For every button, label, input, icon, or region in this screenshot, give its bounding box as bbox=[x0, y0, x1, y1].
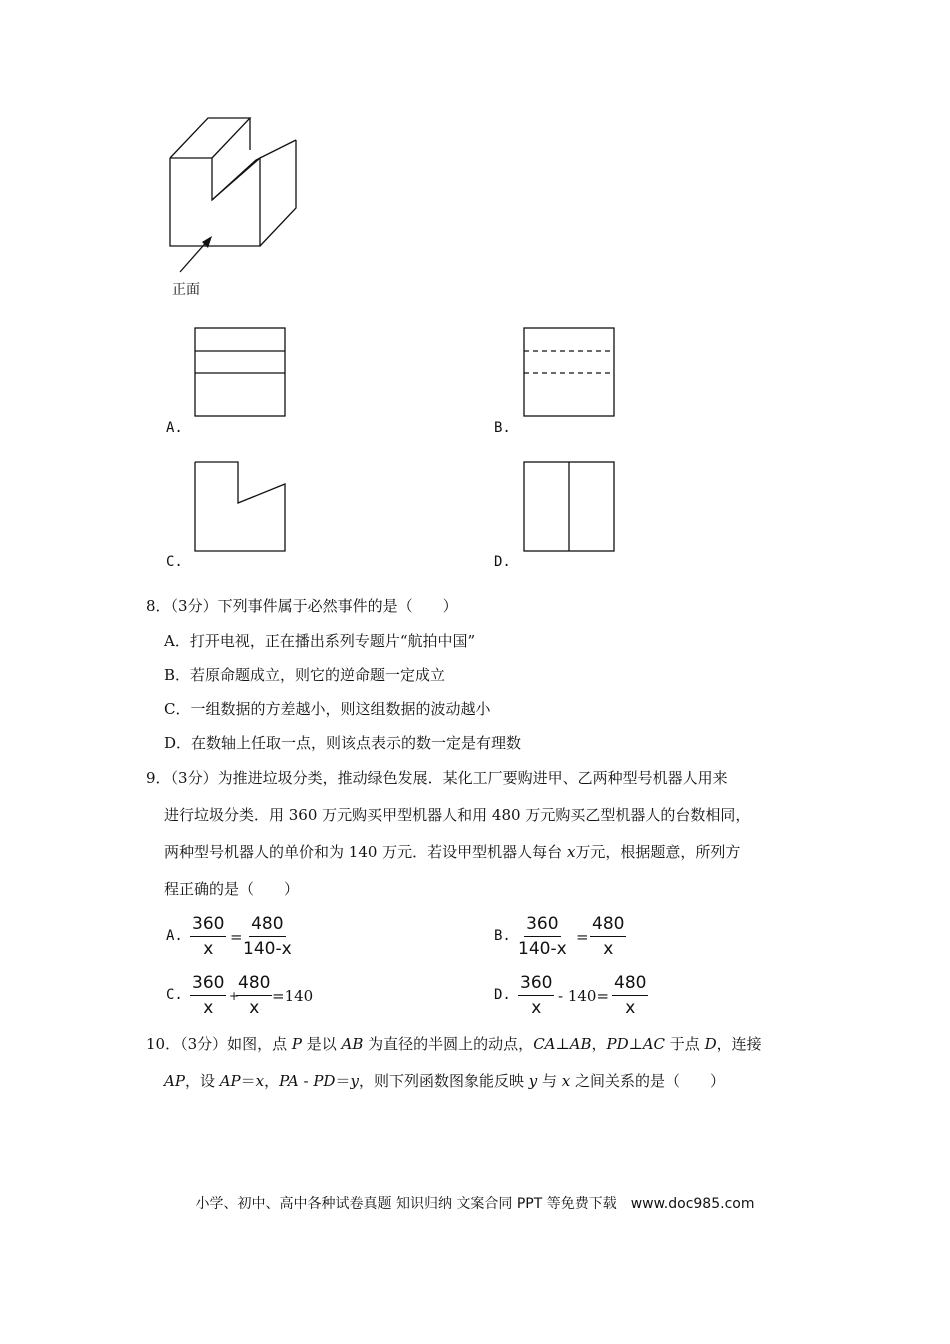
q9-line-3 bbox=[164, 842, 740, 862]
q9-b-operator: = bbox=[576, 928, 589, 946]
q9-line-3-a: 两种型号机器人的单价和为 140 万元．若设甲型机器人每台 bbox=[164, 843, 567, 861]
q9-line-4: 程正确的是（ ） bbox=[164, 880, 300, 898]
q8-stem: 8．（3分）下列事件属于必然事件的是（ ） bbox=[146, 597, 458, 615]
q9-line-2: 进行垃圾分类．用 360 万元购买甲型机器人和用 480 万元购买乙型机器人的台数相同， bbox=[164, 806, 751, 824]
q9-option-d-label: D. bbox=[494, 987, 511, 1003]
option-a-label: A. bbox=[166, 420, 183, 436]
q9-d-fraction-1: $\frac{360}{x}$ bbox=[520, 973, 553, 1018]
option-d-label: D. bbox=[494, 554, 511, 570]
q9-line-3-b: 万元，根据题意，所列方 bbox=[575, 843, 741, 861]
q9-c-fraction-1: $\frac{360}{x}$ bbox=[192, 973, 225, 1018]
q10-line-1: 10．（3分）如图，点 P 是以 AB 为直径的半圆上的动点，CA⊥AB，PD⊥AC 于点 D，连接 bbox=[146, 1035, 762, 1053]
page-footer: 小学、初中、高中各种试卷真题 知识归纳 文案合同 PPT 等免费下载 www.doc985.com bbox=[195, 1196, 755, 1212]
q9-c-fraction-2: $\frac{480}{x}$ bbox=[238, 973, 271, 1018]
q9-c-rhs: =140 bbox=[272, 987, 314, 1005]
q9-d-operator: - 140= bbox=[558, 987, 610, 1005]
q9-b-fraction-2: $\frac{480}{x}$ bbox=[592, 914, 625, 959]
q9-a-fraction-2: $\frac{480}{140-x}$ bbox=[243, 914, 292, 959]
q9-d-fraction-2: $\frac{480}{x}$ bbox=[614, 973, 647, 1018]
q9-a-fraction-1: $\frac{360}{x}$ bbox=[192, 914, 225, 959]
q9-option-b-label: B. bbox=[494, 928, 511, 944]
q9-line-1: 9．（3分）为推进垃圾分类，推动绿色发展．某化工厂要购进甲、乙两种型号机器人用来 bbox=[146, 769, 728, 787]
front-label: 正面 bbox=[172, 282, 200, 298]
option-c-label: C. bbox=[166, 554, 183, 570]
q9-a-operator: = bbox=[230, 928, 243, 946]
q9-c-operator: + bbox=[229, 989, 240, 1003]
q9-b-fraction-1: $\frac{360}{140-x}$ bbox=[518, 914, 567, 959]
q8-option-d: D．在数轴上任取一点，则该点表示的数一定是有理数 bbox=[164, 734, 522, 752]
q9-option-a-label: A. bbox=[166, 928, 183, 944]
q10-line-2: AP，设 AP＝x，PA - PD＝y，则下列函数图象能反映 y 与 x 之间关系的是（ ） bbox=[164, 1072, 726, 1090]
q8-option-c: C．一组数据的方差越小，则这组数据的波动越小 bbox=[164, 700, 491, 718]
q9-option-c-label: C. bbox=[166, 987, 183, 1003]
q9-variable: x bbox=[566, 843, 576, 861]
q8-option-a: A．打开电视，正在播出系列专题片“航拍中国” bbox=[164, 632, 476, 650]
q8-option-b: B．若原命题成立，则它的逆命题一定成立 bbox=[164, 666, 446, 684]
option-b-label: B. bbox=[494, 420, 511, 436]
